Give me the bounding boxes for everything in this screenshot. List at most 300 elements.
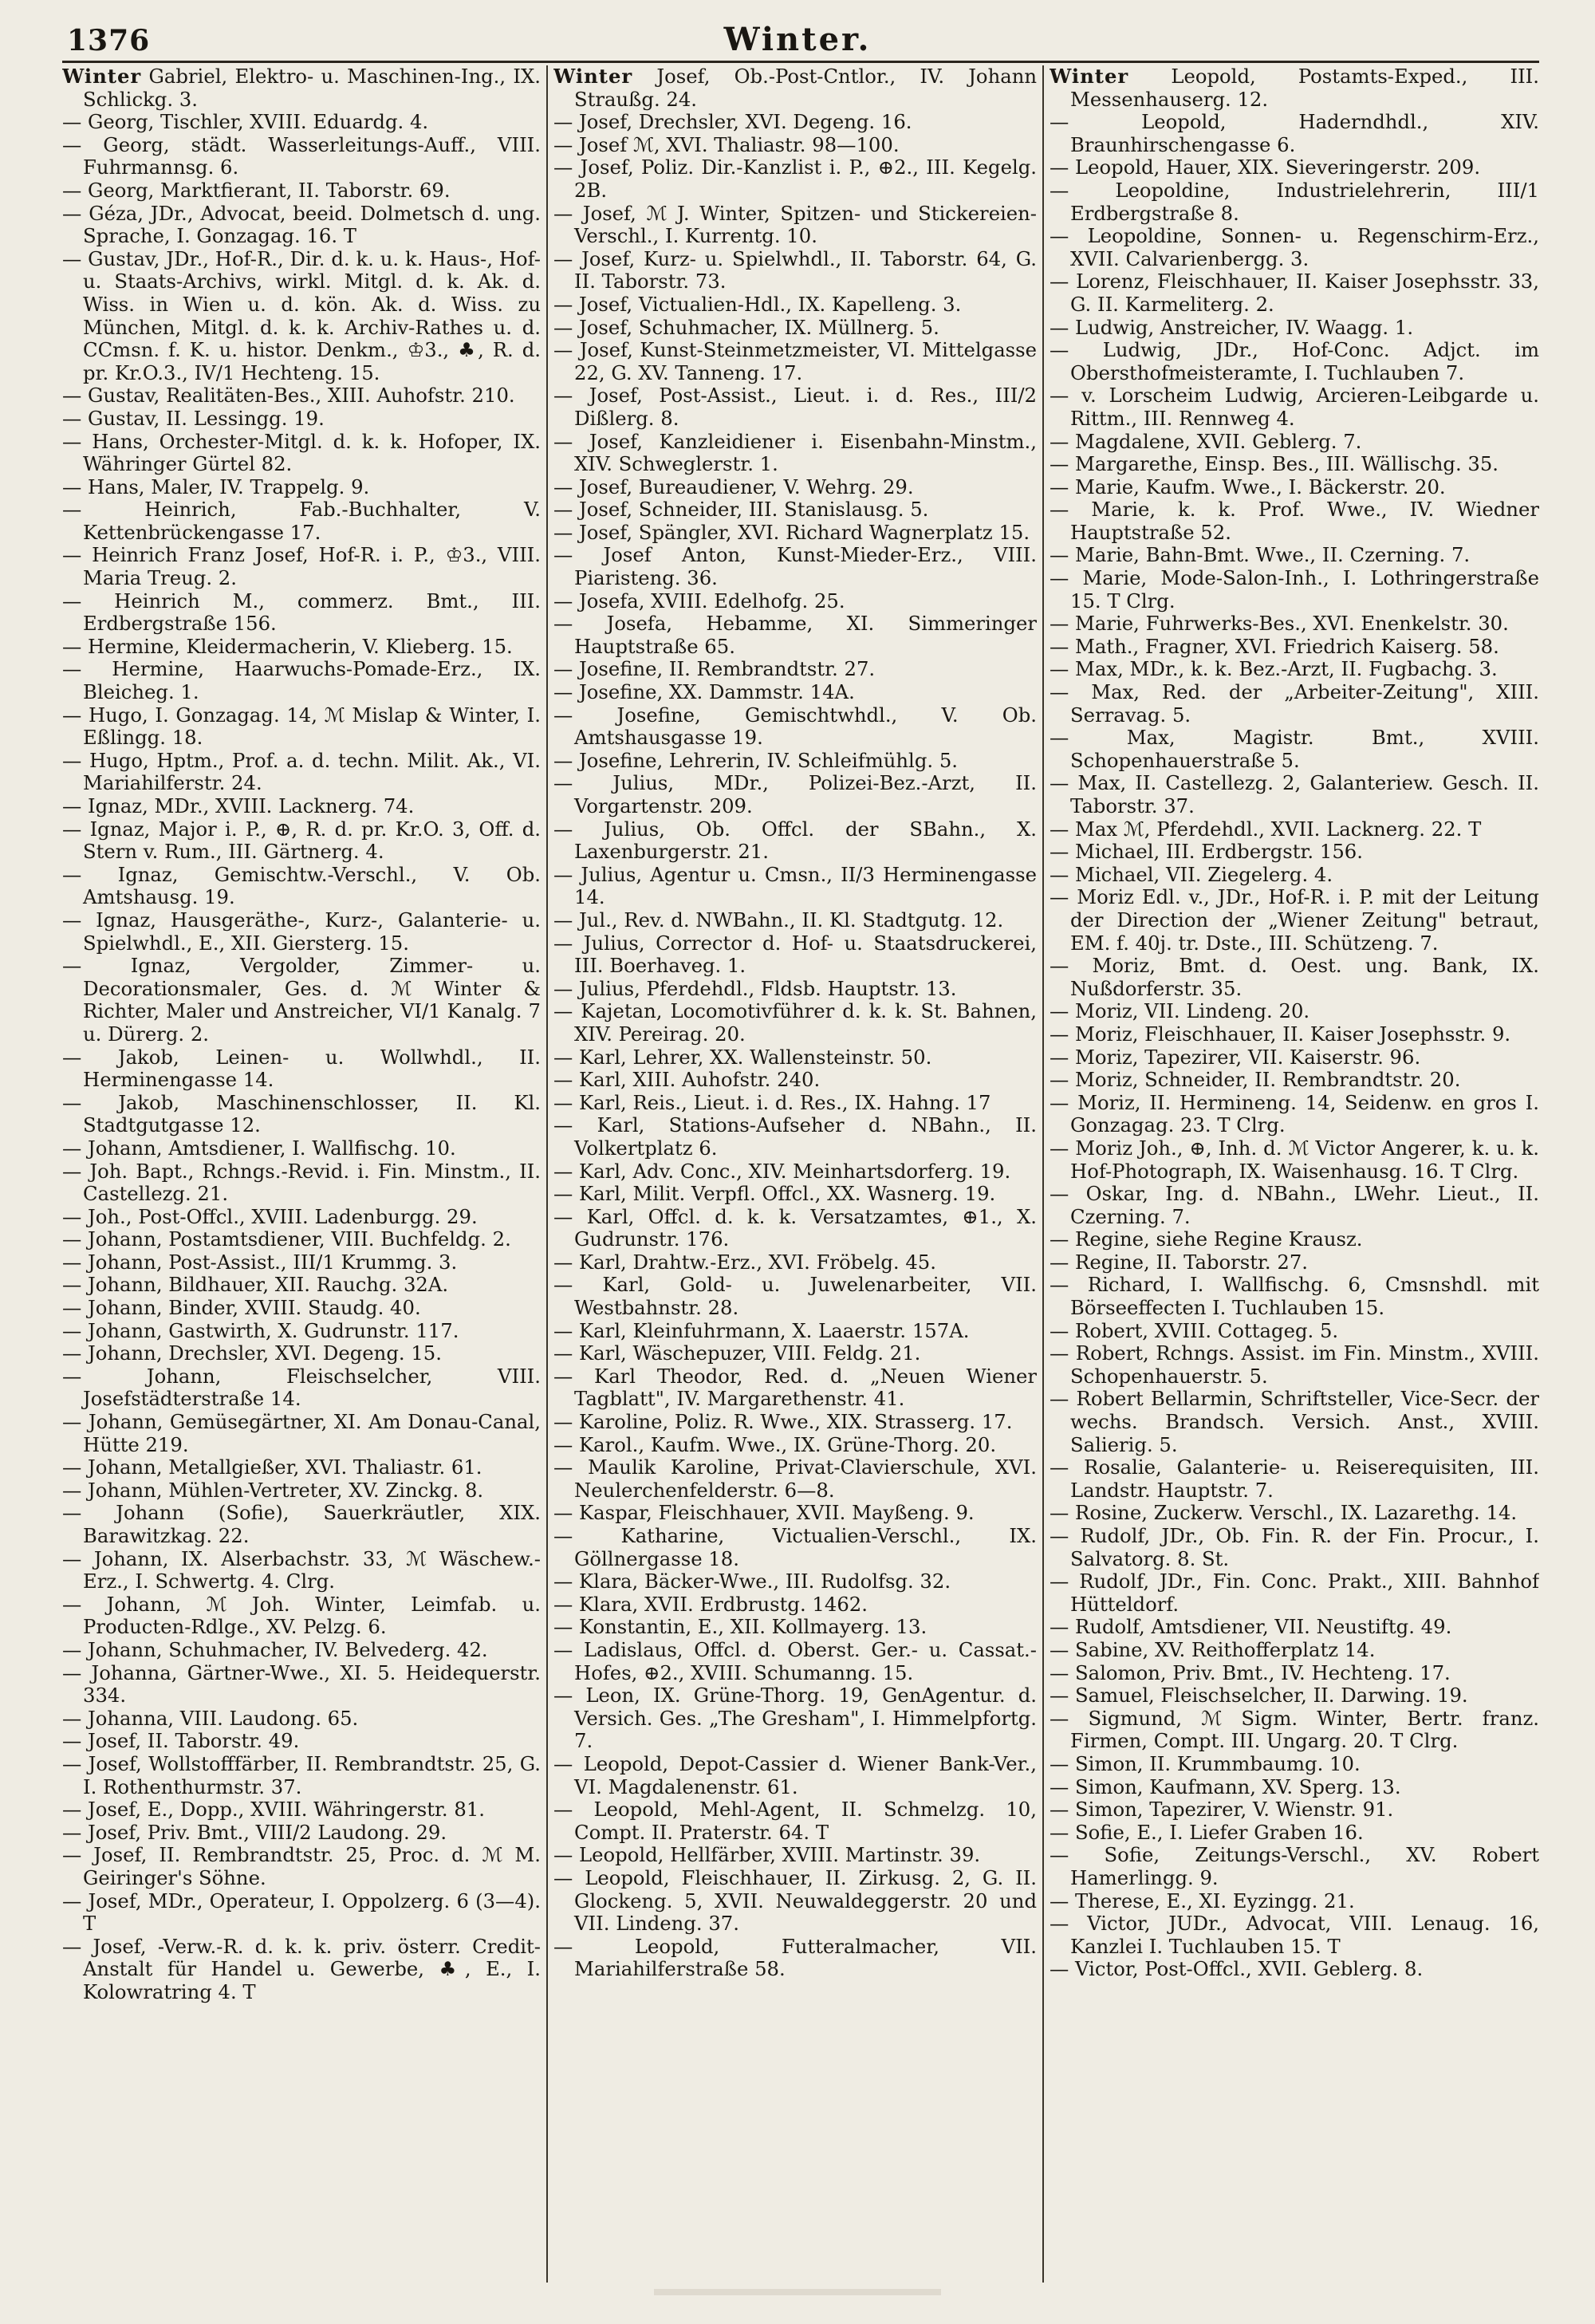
directory-entry [553, 1342, 1037, 1365]
directory-entry [553, 111, 1037, 134]
entry-text: — Richard, I. Wallfischg. 6, Cmsnshdl. mit Börseeffecten I. Tuchlauben 15. [1050, 1273, 1539, 1320]
entry-text: — Julius, MDr., Polizei-Bez.-Arzt, II. Vorgartenstr. 209. [553, 771, 1037, 817]
entry-text: — Josef ℳ, XVI. Thaliastr. 98—100. [553, 132, 900, 156]
directory-entry [553, 1525, 1037, 1570]
directory-columns [62, 65, 1539, 2283]
directory-entry [553, 65, 1037, 111]
directory-entry [553, 1092, 1037, 1115]
entry-text: — Heinrich M., commerz. Bmt., III. Erdbergstraße 156. [62, 589, 541, 636]
directory-entry [553, 1160, 1037, 1184]
directory-entry [1050, 1228, 1539, 1251]
entry-text: — Moriz, II. Hermineng. 14, Seidenw. en gros I. Gonzagag. 23. T Clrg. [1050, 1090, 1539, 1137]
entry-text: — Rudolf, Amtsdiener, VII. Neustiftg. 49. [1050, 1615, 1452, 1639]
entry-text: — Simon, Tapezirer, V. Wienstr. 91. [1050, 1798, 1394, 1822]
entry-text: — Johanna, Gärtner-Wwe., XI. 5. Heidequerstr. 334. [62, 1660, 541, 1708]
directory-entry [62, 1593, 541, 1639]
entry-text: — Josefa, Hebamme, XI. Simmeringer Hauptstraße 65. [553, 612, 1037, 658]
directory-entry [1050, 1320, 1539, 1343]
directory-entry [62, 111, 541, 134]
directory-entry [553, 1753, 1037, 1798]
entry-text: — Max, Magistr. Bmt., XVIII. Schopenhauerstraße 5. [1050, 726, 1539, 772]
directory-entry [553, 1434, 1037, 1457]
directory-entry [1050, 636, 1539, 659]
entry-text: — Max ℳ, Pferdehdl., XVII. Lacknerg. 22. T [1050, 817, 1482, 841]
directory-entry [1050, 1798, 1539, 1822]
entry-text: — Leopold, Fleischhauer, II. Zirkusg. 2, G. II. Glockeng. 5, XVII. Neuwaldeggerstr. 20 und VII. Lindeng. 37. [553, 1865, 1037, 1936]
directory-entry [1050, 1274, 1539, 1319]
entry-text: — Margarethe, Einsp. Bes., III. Wällischg. 35. [1050, 452, 1499, 476]
entry-text: — Sabine, XV. Reithofferplatz 14. [1050, 1637, 1376, 1661]
directory-entry [553, 339, 1037, 384]
directory-entry [553, 864, 1037, 909]
entry-text: — Jul., Rev. d. NWBahn., II. Kl. Stadtgutg. 12. [553, 908, 1004, 932]
directory-entry [553, 522, 1037, 545]
directory-entry [62, 1662, 541, 1708]
directory-entry [62, 818, 541, 864]
directory-entry [1050, 1183, 1539, 1228]
entry-text: — Josefine, Lehrerin, IV. Schleifmühlg. 5. [553, 748, 958, 772]
entry-text: Leopold, Postamts-Exped., III. Messenhauserg. 12. [1070, 65, 1539, 111]
entry-text: — Ignaz, Hausgeräthe-, Kurz-, Galanterie- u. Spielwhdl., E., XII. Giersterg. 15. [62, 908, 541, 955]
directory-entry [553, 1456, 1037, 1502]
entry-text: — Moriz, Fleischhauer, II. Kaiser Josephsstr. 9. [1050, 1022, 1511, 1046]
directory-entry [1050, 1684, 1539, 1708]
directory-entry [1050, 270, 1539, 316]
directory-entry [62, 384, 541, 408]
directory-entry [553, 248, 1037, 293]
directory-entry [553, 544, 1037, 589]
directory-entry [553, 384, 1037, 430]
entry-text: — Johann, Amtsdiener, I. Wallfischg. 10. [62, 1136, 456, 1160]
entry-surname: Winter [62, 65, 142, 88]
entry-text: — Moriz, Bmt. d. Oest. ung. Bank, IX. Nußdorferstr. 35. [1050, 954, 1539, 1000]
directory-entry [62, 1320, 541, 1343]
entry-text: — Josefa, XVIII. Edelhofg. 25. [553, 589, 845, 613]
entry-text: — Georg, Marktfierant, II. Taborstr. 69. [62, 178, 451, 202]
directory-entry [1050, 1342, 1539, 1388]
entry-text: — Sofie, Zeitungs-Verschl., XV. Robert Hamerlingg. 9. [1050, 1843, 1539, 1889]
entry-text: — Karl, Wäschepuzer, VIII. Feldg. 21. [553, 1341, 921, 1365]
entry-text: — Johann, Gemüsegärtner, XI. Am Donau-Canal, Hütte 219. [62, 1410, 541, 1456]
footer-smudge [654, 2289, 941, 2295]
directory-entry [553, 590, 1037, 613]
entry-text: — Josef, -Verw.-R. d. k. k. priv. österr. Credit-Anstalt für Handel u. Gewerbe, ♣, E., I. Kolowratring 4. T [62, 1934, 541, 2003]
directory-entry [553, 293, 1037, 317]
directory-entry [1050, 1456, 1539, 1502]
entry-text: Josef, Ob.-Post-Cntlor., IV. Johann Straußg. 24. [574, 65, 1037, 111]
entry-text: — Georg, städt. Wasserleitungs-Auff., VIII. Fuhrmannsg. 6. [62, 132, 541, 179]
entry-text: — Salomon, Priv. Bmt., IV. Hechteng. 17. [1050, 1660, 1451, 1684]
entry-text: — Josef, Post-Assist., Lieut. i. d. Res., III/2 Dißlerg. 8. [553, 384, 1037, 430]
entry-text: — Karl, Kleinfuhrmann, X. Laaerstr. 157A. [553, 1318, 970, 1342]
entry-text: — Ludwig, JDr., Hof-Conc. Adjct. im Obersthofmeisteramte, I. Tuchlauben 7. [1050, 338, 1539, 384]
directory-entry [62, 1844, 541, 1889]
entry-text: — Heinrich, Fab.-Buchhalter, V. Kettenbrückengasse 17. [62, 498, 541, 544]
directory-entry [553, 932, 1037, 978]
header-rule [62, 61, 1539, 63]
directory-entry [62, 955, 541, 1046]
directory-entry [1050, 1822, 1539, 1845]
entry-text: — Josef, Drechsler, XVI. Degeng. 16. [553, 110, 912, 134]
entry-text: — Marie, k. k. Prof. Wwe., IV. Wiedner Hauptstraße 52. [1050, 498, 1539, 544]
directory-column-3 [1050, 65, 1539, 2283]
directory-entry [553, 772, 1037, 817]
directory-entry [1050, 453, 1539, 476]
directory-entry [62, 1502, 541, 1547]
directory-entry [1050, 567, 1539, 613]
entry-text: — Moriz, Tapezirer, VII. Kaiserstr. 96. [1050, 1045, 1421, 1069]
directory-entry [62, 704, 541, 750]
entry-text: — Joh., Post-Offcl., XVIII. Ladenburgg. 29. [62, 1204, 478, 1228]
directory-entry [1050, 111, 1539, 156]
entry-text: — Rosine, Zuckerw. Verschl., IX. Lazarethg. 14. [1050, 1501, 1518, 1525]
entry-text: — Karl, Lehrer, XX. Wallensteinstr. 50. [553, 1045, 932, 1069]
page-number: 1376 [67, 24, 151, 57]
entry-text: — Hans, Orchester-Mitgl. d. k. k. Hofoper, IX. Währinger Gürtel 82. [62, 429, 541, 476]
directory-entry [1050, 544, 1539, 567]
directory-entry [553, 978, 1037, 1001]
directory-entry [1050, 1890, 1539, 1913]
entry-text: — Leopoldine, Industrielehrerin, III/1 Erdbergstraße 8. [1050, 178, 1539, 225]
directory-entry [62, 658, 541, 703]
directory-entry [553, 1593, 1037, 1617]
directory-entry [62, 498, 541, 544]
entry-text: — Karl, Drahtw.-Erz., XVI. Fröbelg. 45. [553, 1250, 936, 1274]
entry-text: — Jakob, Leinen- u. Wollwhdl., II. Herminengasse 14. [62, 1045, 541, 1092]
directory-entry [553, 1114, 1037, 1160]
entry-text: — Josefine, XX. Dammstr. 14A. [553, 680, 855, 704]
directory-entry [1050, 1069, 1539, 1092]
entry-text: — Ignaz, Gemischtw.-Verschl., V. Ob. Amtshausg. 19. [62, 862, 541, 909]
directory-entry [62, 1411, 541, 1456]
entry-text: — Johann, Gastwirth, X. Gudrunstr. 117. [62, 1318, 459, 1342]
directory-entry [1050, 1251, 1539, 1274]
entry-text: — Oskar, Ing. d. NBahn., LWehr. Lieut., II. Czerning. 7. [1050, 1182, 1539, 1228]
directory-entry [1050, 772, 1539, 817]
entry-text: — Johann, IX. Alserbachstr. 33, ℳ Wäschew.-Erz., I. Schwertg. 4. Clrg. [62, 1546, 541, 1593]
directory-entry [1050, 1525, 1539, 1570]
directory-entry [1050, 1388, 1539, 1456]
entry-text: — Josef, II. Rembrandtstr. 25, Proc. d. ℳ M. Geiringer's Söhne. [62, 1843, 541, 1889]
directory-entry [553, 1411, 1037, 1434]
directory-entry [1050, 1046, 1539, 1069]
directory-entry [1050, 658, 1539, 681]
column-divider [1042, 65, 1044, 2283]
entry-text: — Marie, Mode-Salon-Inh., I. Lothringerstraße 15. T Clrg. [1050, 566, 1539, 613]
directory-entry [62, 179, 541, 203]
entry-text: — Karl, Gold- u. Juwelenarbeiter, VII. Westbahnstr. 28. [553, 1273, 1037, 1320]
directory-entry [62, 864, 541, 909]
directory-entry [553, 1867, 1037, 1936]
directory-entry [553, 156, 1037, 202]
entry-text: — Karl Theodor, Red. d. „Neuen Wiener Tagblatt", IV. Margarethenstr. 41. [553, 1364, 1037, 1411]
directory-entry [62, 1342, 541, 1365]
entry-text: — Sofie, E., I. Liefer Graben 16. [1050, 1820, 1364, 1844]
entry-text: — Marie, Kaufm. Wwe., I. Bäckerstr. 20. [1050, 475, 1446, 498]
entry-text: — Josef, Schneider, III. Stanislausg. 5. [553, 498, 929, 522]
directory-entry [1050, 1000, 1539, 1023]
entry-text: — Josef Anton, Kunst-Mieder-Erz., VIII. Piaristeng. 36. [553, 543, 1037, 590]
entry-text: — Sigmund, ℳ Sigm. Winter, Bertr. franz. Firmen, Compt. III. Ungarg. 20. T Clrg. [1050, 1706, 1539, 1753]
directory-entry [62, 65, 541, 111]
directory-entry [1050, 317, 1539, 340]
directory-entry [62, 134, 541, 179]
directory-entry [62, 203, 541, 248]
entry-text: — Rudolf, JDr., Fin. Conc. Prakt., XIII. Bahnhof Hütteldorf. [1050, 1570, 1539, 1616]
directory-entry [1050, 1639, 1539, 1662]
entry-text: — Josef, MDr., Operateur, I. Oppolzerg. 6 (3—4). T [62, 1889, 541, 1936]
entry-text: — Johann, Drechsler, XVI. Degeng. 15. [62, 1341, 442, 1365]
directory-entry [62, 476, 541, 499]
directory-entry [1050, 1662, 1539, 1685]
directory-entry [62, 544, 541, 589]
directory-entry [1050, 431, 1539, 454]
entry-text: — Josef, ℳ J. Winter, Spitzen- und Stickereien-Verschl., I. Kurrentg. 10. [553, 201, 1037, 248]
entry-text: — Ladislaus, Offcl. d. Oberst. Ger.- u. Cassat.-Hofes, ⊕2., XVIII. Schumanng. 15. [553, 1637, 1037, 1684]
directory-entry [62, 1160, 541, 1206]
entry-text: — Josefine, II. Rembrandtstr. 27. [553, 657, 876, 681]
entry-text: — Johann, Mühlen-Vertreter, XV. Zinckg. 8. [62, 1478, 484, 1502]
directory-entry [62, 1137, 541, 1160]
entry-text: — Marie, Fuhrwerks-Bes., XVI. Enenkelstr. 30. [1050, 612, 1509, 636]
directory-entry [1050, 1502, 1539, 1525]
entry-text: — Hermine, Haarwuchs-Pomade-Erz., IX. Bleicheg. 1. [62, 657, 541, 704]
directory-entry [553, 431, 1037, 476]
directory-entry [553, 704, 1037, 750]
directory-entry [553, 1000, 1037, 1046]
entry-text: — Moriz, VII. Lindeng. 20. [1050, 999, 1310, 1023]
entry-text: — Leopold, Hauer, XIX. Sieveringerstr. 209. [1050, 156, 1481, 179]
entry-text: — Josef, Schuhmacher, IX. Müllnerg. 5. [553, 315, 939, 339]
directory-entry [553, 1206, 1037, 1251]
directory-entry [62, 1456, 541, 1479]
directory-entry [1050, 225, 1539, 270]
entry-text: — Géza, JDr., Advocat, beeid. Dolmetsch d. ung. Sprache, I. Gonzagag. 16. T [62, 201, 541, 248]
directory-entry [1050, 1844, 1539, 1889]
entry-text: — Johann, Fleischselcher, VIII. Josefstädterstraße 14. [62, 1364, 541, 1411]
directory-entry [553, 317, 1037, 340]
entry-text: — Josef, Kanzleidiener i. Eisenbahn-Minstm., XIV. Schweglerstr. 1. [553, 429, 1037, 476]
directory-entry [62, 1228, 541, 1251]
entry-text: — Johann, ℳ Joh. Winter, Leimfab. u. Producten-Rdlge., XV. Pelzg. 6. [62, 1592, 541, 1639]
entry-text: — Leopold, Haderndhdl., XIV. Braunhirschengasse 6. [1050, 110, 1539, 156]
running-head: Winter. [723, 21, 872, 58]
directory-entry [1050, 498, 1539, 544]
entry-text: — Josef, Bureaudiener, V. Wehrg. 29. [553, 475, 914, 498]
entry-text: — Jakob, Maschinenschlosser, II. Kl. Stadtgutgasse 12. [62, 1090, 541, 1137]
directory-entry [553, 1183, 1037, 1206]
directory-entry [62, 1753, 541, 1798]
entry-text: — Klara, Bäcker-Wwe., III. Rudolfsg. 32. [553, 1570, 951, 1593]
entry-text: — Ignaz, Major i. P., ⊕, R. d. pr. Kr.O. 3, Off. d. Stern v. Rum., III. Gärtnerg. 4. [62, 817, 541, 864]
entry-text: — Rosalie, Galanterie- u. Reiserequisiten, III. Landstr. Hauptstr. 7. [1050, 1455, 1539, 1502]
entry-text: — Rudolf, JDr., Ob. Fin. R. der Fin. Procur., I. Salvatorg. 8. St. [1050, 1524, 1539, 1570]
directory-entry [553, 1798, 1037, 1844]
entry-text: — Max, MDr., k. k. Bez.-Arzt, II. Fugbachg. 3. [1050, 657, 1498, 681]
entry-text: — Robert Bellarmin, Schriftsteller, Vice-Secr. der wechs. Brandsch. Versich. Anst., XVIII. Salierig. 5. [1050, 1387, 1539, 1456]
directory-entry [1050, 179, 1539, 225]
entry-text: — Josef, Kunst-Steinmetzmeister, VI. Mittelgasse 22, G. XV. Tanneng. 17. [553, 338, 1037, 384]
entry-text: — Moriz Edl. v., JDr., Hof-R. i. P. mit der Leitung der Direction der „Wiener Zeitung" betraut, EM. f. 40j. tr. Dste., III. Schützeng. 7. [1050, 885, 1539, 955]
entry-text: — Josef, Victualien-Hdl., IX. Kapelleng. 3. [553, 292, 962, 316]
directory-entry [1050, 384, 1539, 430]
directory-entry [62, 408, 541, 431]
entry-text: — Karl, Milit. Verpfl. Offcl., XX. Wasnerg. 19. [553, 1182, 996, 1206]
column-divider [546, 65, 548, 2283]
entry-text: — Max, II. Castellezg. 2, Galanteriew. Gesch. II. Taborstr. 37. [1050, 771, 1539, 817]
directory-entry [1050, 156, 1539, 179]
directory-entry [62, 1479, 541, 1503]
entry-text: — Michael, VII. Ziegelerg. 4. [1050, 862, 1333, 886]
directory-entry [553, 1570, 1037, 1593]
directory-entry [553, 1936, 1037, 1981]
entry-text: — Karl, Adv. Conc., XIV. Meinhartsdorferg. 19. [553, 1159, 1011, 1183]
directory-entry [553, 1684, 1037, 1753]
entry-surname: Winter [553, 65, 633, 88]
entry-text: — Johann, Metallgießer, XVI. Thaliastr. 61. [62, 1455, 482, 1479]
entry-text: — Robert, XVIII. Cottageg. 5. [1050, 1318, 1339, 1342]
directory-entry [553, 1251, 1037, 1274]
directory-entry [1050, 818, 1539, 841]
entry-text: — Josef, Wollstofffärber, II. Rembrandtstr. 25, G. I. Rothenthurmstr. 37. [62, 1751, 541, 1798]
directory-entry [1050, 1912, 1539, 1958]
entry-text: — Magdalene, XVII. Geblerg. 7. [1050, 429, 1362, 453]
entry-text: — Johann (Sofie), Sauerkräutler, XIX. Barawitzkag. 22. [62, 1501, 541, 1547]
directory-entry [1050, 955, 1539, 1000]
directory-entry [1050, 1708, 1539, 1753]
entry-text: — Leopold, Futteralmacher, VII. Mariahilferstraße 58. [553, 1934, 1037, 1981]
directory-entry [62, 1365, 541, 1411]
directory-entry [62, 1251, 541, 1274]
entry-text: — Lorenz, Fleischhauer, II. Kaiser Josephsstr. 33, G. II. Karmeliterg. 2. [1050, 270, 1539, 316]
entry-text: — Julius, Corrector d. Hof- u. Staatsdruckerei, III. Boerhaveg. 1. [553, 931, 1037, 978]
entry-text: — Regine, siehe Regine Krausz. [1050, 1227, 1363, 1251]
directory-entry [62, 1206, 541, 1229]
directory-entry [62, 1548, 541, 1593]
directory-entry [62, 1890, 541, 1936]
entry-text: — Victor, JUDr., Advocat, VIII. Lenaug. 16, Kanzlei I. Tuchlauben 15. T [1050, 1912, 1539, 1958]
directory-entry [62, 1639, 541, 1662]
directory-entry [553, 658, 1037, 681]
entry-text: — Johann, Binder, XVIII. Staudg. 40. [62, 1296, 421, 1320]
entry-text: — Michael, III. Erdbergstr. 156. [1050, 840, 1363, 864]
entry-text: — Konstantin, E., XII. Kollmayerg. 13. [553, 1615, 927, 1639]
entry-text: — Leopold, Hellfärber, XVIII. Martinstr. 39. [553, 1843, 981, 1867]
directory-entry [1050, 1616, 1539, 1639]
directory-entry [553, 681, 1037, 704]
entry-text: — Julius, Agentur u. Cmsn., II/3 Herminengasse 14. [553, 862, 1037, 909]
entry-text: — Karl, Offcl. d. k. k. Versatzamtes, ⊕1., X. Gudrunstr. 176. [553, 1204, 1037, 1251]
directory-entry [553, 203, 1037, 248]
directory-entry [62, 1046, 541, 1092]
entry-text: — Josef, Spängler, XVI. Richard Wagnerplatz 15. [553, 520, 1030, 544]
directory-entry [553, 1616, 1037, 1639]
entry-text: — Josef, E., Dopp., XVIII. Währingerstr. 81. [62, 1798, 486, 1822]
entry-text: — Julius, Pferdehdl., Fldsb. Hauptstr. 13. [553, 976, 957, 1000]
directory-entry [1050, 339, 1539, 384]
entry-text: — Johanna, VIII. Laudong. 65. [62, 1706, 359, 1730]
entry-text: — v. Lorscheim Ludwig, Arcieren-Leibgarde u. Rittm., III. Rennweg 4. [1050, 384, 1539, 430]
entry-surname: Winter [1050, 65, 1129, 88]
directory-entry [62, 590, 541, 636]
directory-entry [62, 1297, 541, 1320]
directory-entry [1050, 1570, 1539, 1616]
directory-entry [1050, 476, 1539, 499]
entry-text: — Robert, Rchngs. Assist. im Fin. Minstm., XVIII. Schopenhauerstr. 5. [1050, 1341, 1539, 1388]
directory-entry [1050, 864, 1539, 887]
entry-text: — Karl, Stations-Aufseher d. NBahn., II. Volkertplatz 6. [553, 1113, 1037, 1160]
directory-entry [62, 1092, 541, 1137]
directory-column-2 [553, 65, 1037, 2283]
directory-entry [1050, 1137, 1539, 1183]
directory-entry [553, 1365, 1037, 1411]
directory-entry [553, 1320, 1037, 1343]
directory-entry [62, 431, 541, 476]
directory-entry [553, 909, 1037, 932]
entry-text: — Josef, Priv. Bmt., VIII/2 Laudong. 29. [62, 1820, 447, 1844]
directory-entry [62, 1274, 541, 1297]
entry-text: — Karol., Kaufm. Wwe., IX. Grüne-Thorg. 20. [553, 1432, 997, 1456]
directory-entry [1050, 65, 1539, 111]
entry-text: — Math., Fragner, XVI. Friedrich Kaiserg. 58. [1050, 634, 1499, 658]
entry-text: — Hugo, Hptm., Prof. a. d. techn. Milit. Ak., VI. Mariahilferstr. 24. [62, 748, 541, 795]
entry-text: — Hugo, I. Gonzagag. 14, ℳ Mislap & Winter, I. Eßlingg. 18. [62, 703, 541, 750]
entry-text: — Moriz Joh., ⊕, Inh. d. ℳ Victor Angerer, k. u. k. Hof-Photograph, IX. Waisenhausg. 16. T Clrg. [1050, 1136, 1539, 1183]
entry-text: — Johann, Postamtsdiener, VIII. Buchfeldg. 2. [62, 1227, 511, 1251]
entry-text: — Josefine, Gemischtwhdl., V. Ob. Amtshausgasse 19. [553, 703, 1037, 750]
entry-text: — Gustav, II. Lessingg. 19. [62, 406, 325, 430]
entry-text: — Johann, Schuhmacher, IV. Belvederg. 42. [62, 1637, 488, 1661]
entry-text: — Simon, Kaufmann, XV. Sperg. 13. [1050, 1775, 1401, 1798]
entry-text: — Samuel, Fleischselcher, II. Darwing. 19. [1050, 1684, 1468, 1708]
entry-text: — Johann, Post-Assist., III/1 Krummg. 3. [62, 1250, 458, 1274]
directory-entry [62, 750, 541, 795]
entry-text: — Gustav, JDr., Hof-R., Dir. d. k. u. k. Haus-, Hof- u. Staats-Archivs, wirkl. Mitgl. d. k. Ak. d. Wiss. in Wien u. d. kön. Ak. d. Wiss. zu München, Mitgl. d. k. k. Archiv-Rathes u. d. CCmsn. f. K. u. histor. Denkm., ♔3., ♣, R. d. pr. Kr.O.3., IV/1 Hechteng. 15. [62, 246, 541, 384]
directory-entry [62, 1798, 541, 1822]
entry-text: — Karl, Reis., Lieut. i. d. Res., IX. Hahng. 17 [553, 1090, 991, 1114]
directory-entry [1050, 1753, 1539, 1776]
entry-text: — Hans, Maler, IV. Trappelg. 9. [62, 475, 370, 498]
entry-text: — Hermine, Kleidermacherin, V. Klieberg. 15. [62, 634, 513, 658]
directory-entry [62, 1822, 541, 1845]
directory-entry [1050, 1776, 1539, 1799]
entry-text: — Ignaz, MDr., XVIII. Lacknerg. 74. [62, 794, 415, 817]
entry-text: — Klara, XVII. Erdbrustg. 1462. [553, 1592, 868, 1616]
entry-text: — Kajetan, Locomotivführer d. k. k. St. Bahnen, XIV. Pereirag. 20. [553, 999, 1037, 1046]
entry-text: — Simon, II. Krummbaumg. 10. [1050, 1751, 1361, 1775]
entry-text: — Leopoldine, Sonnen- u. Regenschirm-Erz., XVII. Calvarienbergg. 3. [1050, 224, 1539, 270]
directory-entry [553, 1844, 1037, 1867]
entry-text: — Josef, II. Taborstr. 49. [62, 1729, 300, 1753]
entry-text: — Leopold, Mehl-Agent, II. Schmelzg. 10, Compt. II. Praterstr. 64. T [553, 1798, 1037, 1844]
directory-entry [62, 248, 541, 385]
entry-text: — Therese, E., XI. Eyzingg. 21. [1050, 1889, 1355, 1912]
entry-text: — Gustav, Realitäten-Bes., XIII. Auhofstr. 210. [62, 384, 515, 408]
entry-text: — Katharine, Victualien-Verschl., IX. Göllnergasse 18. [553, 1524, 1037, 1570]
directory-entry [1050, 1958, 1539, 1981]
entry-text: — Josef, Kurz- u. Spielwhdl., II. Taborstr. 64, G. II. Taborstr. 73. [553, 246, 1037, 293]
entry-text: — Maulik Karoline, Privat-Clavierschule, XVI. Neulerchenfelderstr. 6—8. [553, 1455, 1037, 1502]
entry-text: — Joh. Bapt., Rchngs.-Revid. i. Fin. Minstm., II. Castellezg. 21. [62, 1159, 541, 1206]
directory-entry [62, 1708, 541, 1731]
entry-text: — Karoline, Poliz. R. Wwe., XIX. Strasserg. 17. [553, 1410, 1013, 1434]
page-header [56, 19, 1539, 57]
directory-entry [62, 909, 541, 955]
directory-column-1 [62, 65, 541, 2283]
entry-text: — Heinrich Franz Josef, Hof-R. i. P., ♔3., VIII. Maria Treug. 2. [62, 543, 541, 590]
entry-text: — Max, Red. der „Arbeiter-Zeitung", XIII. Serravag. 5. [1050, 680, 1539, 727]
entry-text: — Ignaz, Vergolder, Zimmer- u. Decorationsmaler, Ges. d. ℳ Winter & Richter, Maler und Anstreicher, VI/1 Kanalg. 7 u. Dürerg. 2. [62, 954, 541, 1046]
